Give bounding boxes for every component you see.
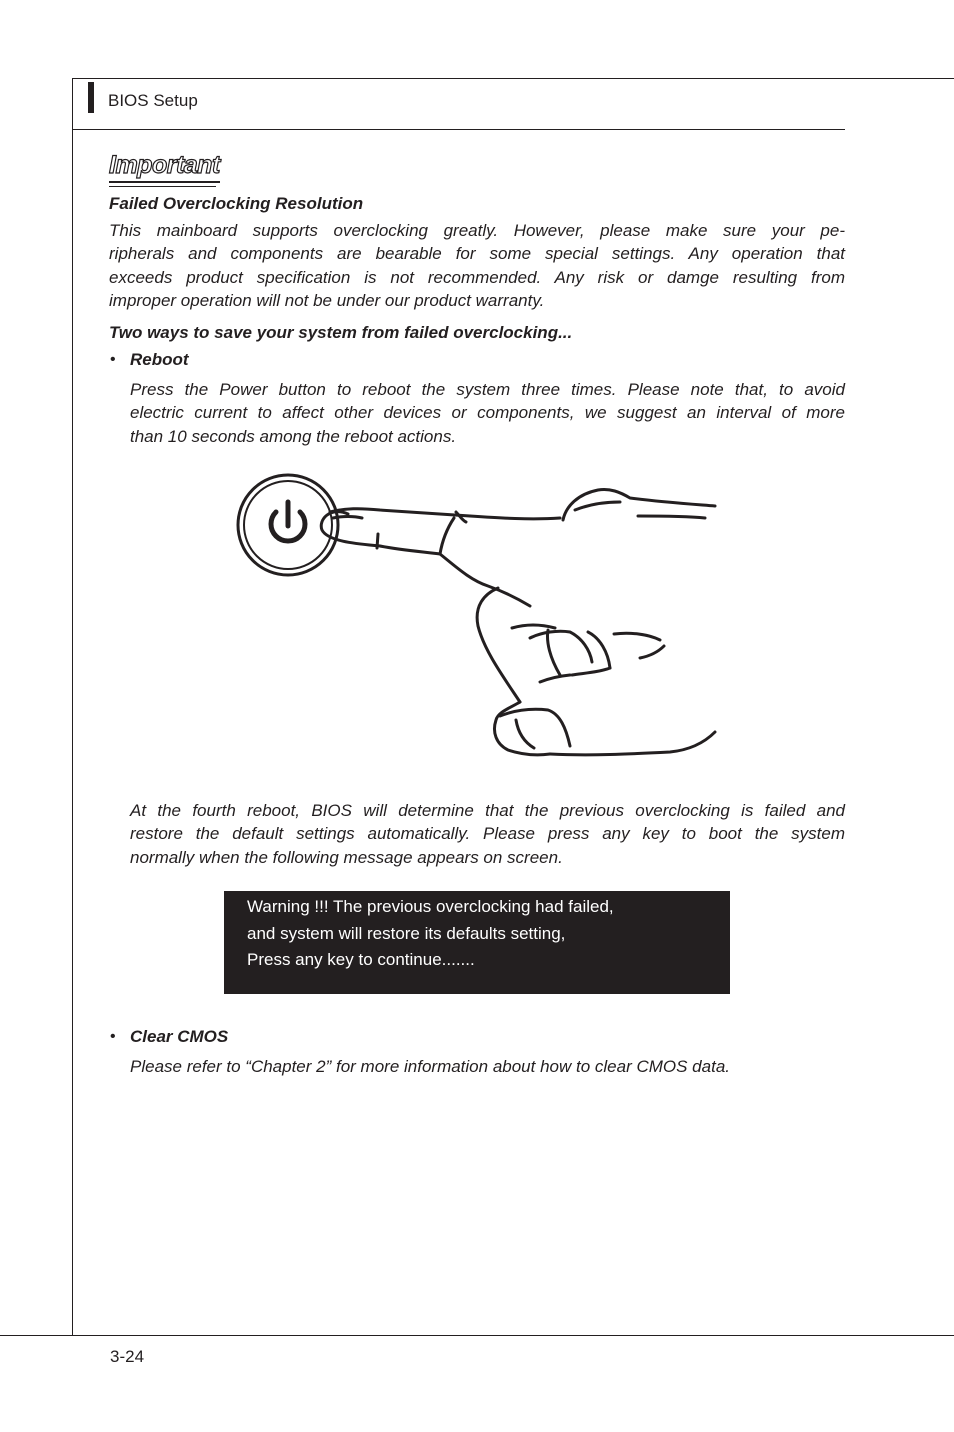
header-rule (72, 129, 845, 130)
reboot-paragraph (130, 378, 845, 448)
power-icon (271, 502, 305, 541)
reboot-title: Reboot (130, 350, 189, 369)
clear-cmos-title: Clear CMOS (130, 1027, 229, 1046)
warning-line: and system will restore its defaults setting, (247, 924, 566, 943)
hand-icon (321, 489, 715, 754)
intro-line: improper operation will not be under our product warranty. (109, 290, 545, 310)
after-reboot-paragraph (130, 799, 845, 869)
reboot-line: than 10 seconds among the reboot actions. (130, 426, 457, 446)
important-underline (109, 186, 216, 187)
ways-title: Two ways to save your system from failed overclocking... (109, 323, 573, 342)
reboot-line: electric current to affect other devices or components, we suggest an interval of more (130, 403, 845, 423)
after-reboot-line: normally when the following message appears on screen. (130, 847, 563, 867)
intro-line: This mainboard supports overclocking greatly. However, please make sure your pe- (109, 221, 845, 240)
hand-pressing-power-button-illustration (230, 470, 730, 770)
page-number: 3-24 (110, 1347, 145, 1366)
warning-line: Warning !!! The previous overclocking had failed, (247, 897, 614, 916)
intro-line: ripherals and components are bearable for some special settings. Any operation that (109, 244, 845, 264)
section-title: Failed Overclocking Resolution (109, 194, 364, 213)
page-top-rule (72, 78, 954, 79)
warning-message-box (224, 891, 730, 994)
reboot-line: Press the Power button to reboot the system three times. Please note that, to avoid (130, 380, 845, 399)
page-bottom-rule (0, 1335, 954, 1336)
header-marker-bar (88, 82, 94, 113)
intro-paragraph (109, 219, 845, 312)
after-reboot-line: At the fourth reboot, BIOS will determine that the previous overclocking is failed and (130, 801, 845, 820)
header-title: BIOS Setup (108, 91, 198, 110)
page-left-rule (72, 78, 73, 1335)
bullet-reboot: • (110, 351, 116, 368)
important-heading: Important (109, 150, 220, 183)
intro-line: exceeds product specification is not recommended. Any risk or damge resulting from (109, 267, 845, 287)
clear-cmos-text: Please refer to “Chapter 2” for more information about how to clear CMOS data. (130, 1057, 730, 1076)
warning-line: Press any key to continue....... (247, 950, 475, 969)
after-reboot-line: restore the default settings automatically. Please press any key to boot the system (130, 824, 845, 844)
bullet-clear-cmos: • (110, 1028, 116, 1045)
